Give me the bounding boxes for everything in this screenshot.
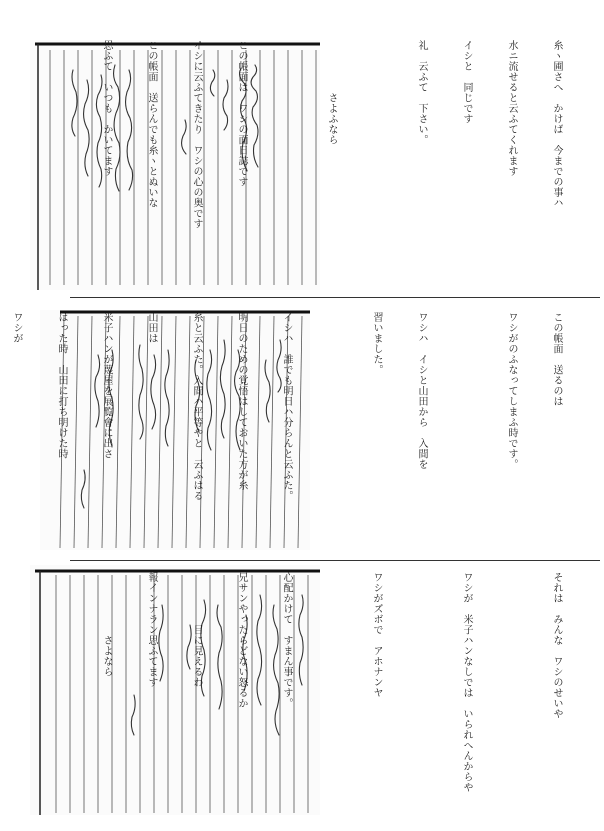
transcription-line: イシと 同じです	[461, 40, 472, 124]
transcription-line: 米子ハンが蔑屋を展覧會に出さ	[101, 312, 112, 459]
transcription-line: イシに云ふてきたり ワシの心の奥です	[191, 40, 202, 229]
transcription-line: それは みんな ワシのせいや	[551, 572, 562, 719]
transcription-line: 水ニ流せると云ふてくれます	[506, 40, 517, 177]
transcription-line	[414, 572, 429, 772]
transcription-line	[369, 40, 384, 240]
transcription-line: この帳面は ワシの面日誌です	[236, 40, 247, 187]
transcription-line: 心配かけて すまん事です。	[281, 572, 292, 709]
transcription-block-2	[0, 312, 594, 552]
transcription-line: ワシがのふなってしまふ時です。	[506, 312, 517, 470]
transcription-line: さよふなら	[326, 40, 337, 145]
transcription-block-3	[84, 572, 594, 793]
transcription-line: 糸ヽ圃さへ かけば 今までの事ハ	[551, 40, 562, 208]
transcription-line: 山田は	[146, 312, 157, 344]
transcription-line: 習いました。	[371, 312, 382, 375]
transcription-line	[504, 572, 519, 772]
transcription-line: ワシハ イシと山田から 入間を	[416, 312, 427, 470]
transcription-line: この帳面 送らんでも糸ヽとぬいな	[146, 40, 157, 208]
section-divider	[70, 560, 600, 561]
transcription-line: 報インナラン思ふてます	[146, 572, 157, 688]
transcription-block-1	[84, 40, 594, 240]
transcription-line: この帳面 送るのは	[551, 312, 562, 407]
transcription-line	[279, 40, 294, 240]
transcription-line: 糸と云ふた。入間ハ平等やと 云ふはる	[191, 312, 202, 501]
transcription-line: はった時 山田に打ち明けた時	[56, 312, 67, 459]
transcription-line: 礼 云ふて 下さい。	[416, 40, 427, 145]
transcription-line: 明日のための覚悟はしておいた方が糸	[236, 312, 247, 491]
transcription-line: 目に見えるわ	[191, 572, 202, 688]
transcription-line: ワシがズボで アホナンヤ	[371, 572, 382, 698]
transcription-line: さよなら	[101, 572, 112, 677]
transcription-line: イシハ 誰でも明日ハ分らんと云ふた。	[281, 312, 292, 501]
section-divider	[70, 297, 600, 298]
transcription-line: 思ふて いつも かいてます	[101, 40, 112, 177]
transcription-line: ワシが 米子ハンなしでは いられへんからや	[461, 572, 472, 793]
transcription-line	[324, 312, 339, 552]
transcription-line	[459, 312, 474, 552]
transcription-line	[324, 572, 339, 772]
transcription-line: 兄サンやったらどない怒るか	[236, 572, 247, 709]
transcription-line: ワシが	[11, 312, 22, 344]
